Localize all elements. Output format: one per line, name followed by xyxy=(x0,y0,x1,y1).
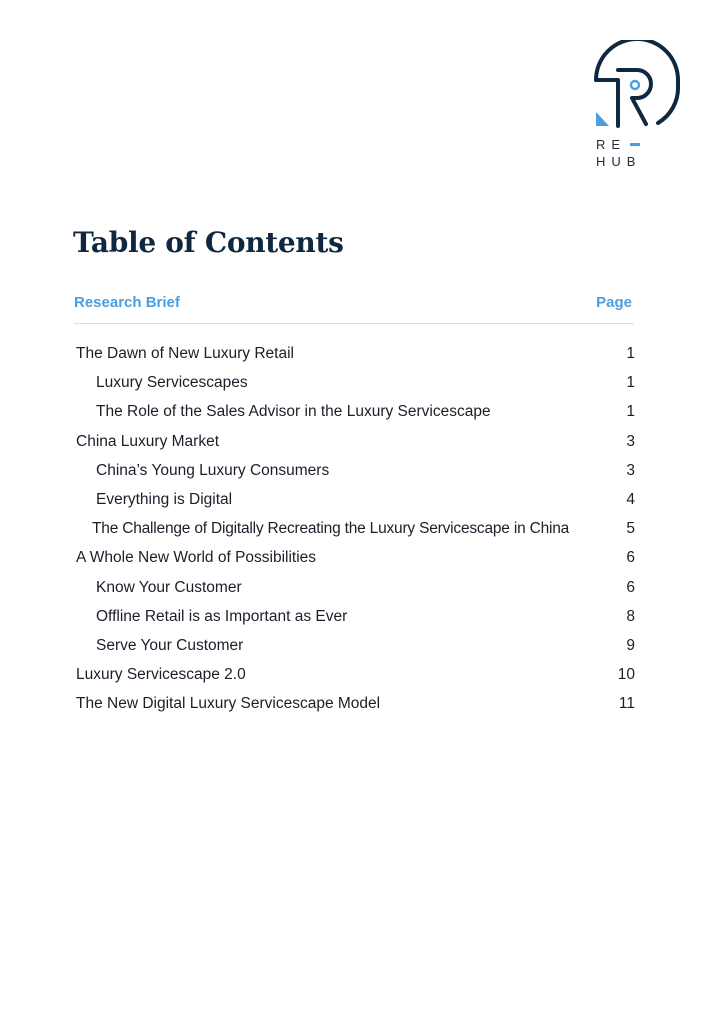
toc-entry-title: Know Your Customer xyxy=(96,578,242,596)
re-hub-logo xyxy=(592,40,684,172)
toc-entry[interactable] xyxy=(76,427,636,456)
toc-entry[interactable] xyxy=(76,660,636,689)
toc-entry-page: 6 xyxy=(626,549,635,567)
toc-entry-title: The New Digital Luxury Servicescape Model xyxy=(76,695,381,713)
toc-entry-page: 3 xyxy=(626,461,635,479)
page-title: Table of Contents xyxy=(73,226,344,259)
toc-entry-title: The Role of the Sales Advisor in the Luxury Servicescape xyxy=(96,403,491,421)
toc-entry-page: 10 xyxy=(617,666,635,684)
toc-entry-page: 6 xyxy=(626,578,635,596)
toc-entry[interactable] xyxy=(76,456,636,485)
toc-entry-page: 5 xyxy=(626,520,635,538)
toc-entry-page: 3 xyxy=(626,432,635,450)
toc-entry-title: The Challenge of Digitally Recreating the Luxury Servicescape in China xyxy=(92,520,570,538)
toc-entry-page: 11 xyxy=(618,695,635,713)
toc-list xyxy=(76,339,636,718)
toc-entry-title: A Whole New World of Possibilities xyxy=(76,549,317,567)
toc-entry-title: Offline Retail is as Important as Ever xyxy=(96,607,348,625)
toc-entry[interactable] xyxy=(76,631,636,660)
toc-entry[interactable] xyxy=(76,485,636,514)
toc-entry[interactable] xyxy=(76,543,636,572)
toc-header-section-label: Research Brief xyxy=(74,294,180,311)
re-hub-logo-mark-icon xyxy=(592,40,684,132)
toc-entry-title: Luxury Servicescape 2.0 xyxy=(76,666,246,684)
toc-entry-title: Luxury Servicescapes xyxy=(96,374,248,392)
logo-accent-dash xyxy=(630,143,640,146)
toc-entry-page: 1 xyxy=(626,374,635,392)
toc-entry-page: 8 xyxy=(626,607,635,625)
toc-header xyxy=(74,293,634,324)
toc-entry-title: Serve Your Customer xyxy=(96,636,244,654)
toc-entry-title: China Luxury Market xyxy=(76,432,220,450)
toc-entry-page: 9 xyxy=(626,636,635,654)
toc-entry-title: China’s Young Luxury Consumers xyxy=(96,461,330,479)
toc-entry[interactable] xyxy=(76,368,636,397)
toc-entry-page: 1 xyxy=(626,345,635,362)
toc-entry[interactable] xyxy=(76,602,636,631)
toc-entry-page: 4 xyxy=(626,490,635,508)
toc-entry[interactable] xyxy=(76,514,636,543)
logo-wordmark-re: RE xyxy=(596,137,627,152)
toc-entry[interactable] xyxy=(76,397,636,426)
toc-entry[interactable] xyxy=(76,573,636,602)
toc-header-page-label: Page xyxy=(596,294,632,311)
toc-entry-page: 1 xyxy=(626,403,635,421)
toc-entry-title: Everything is Digital xyxy=(96,490,233,508)
toc-entry-title: The Dawn of New Luxury Retail xyxy=(76,345,294,362)
toc-entry[interactable] xyxy=(76,689,636,718)
toc-entry[interactable] xyxy=(76,339,636,368)
logo-wordmark-hub: HUB xyxy=(596,154,642,169)
